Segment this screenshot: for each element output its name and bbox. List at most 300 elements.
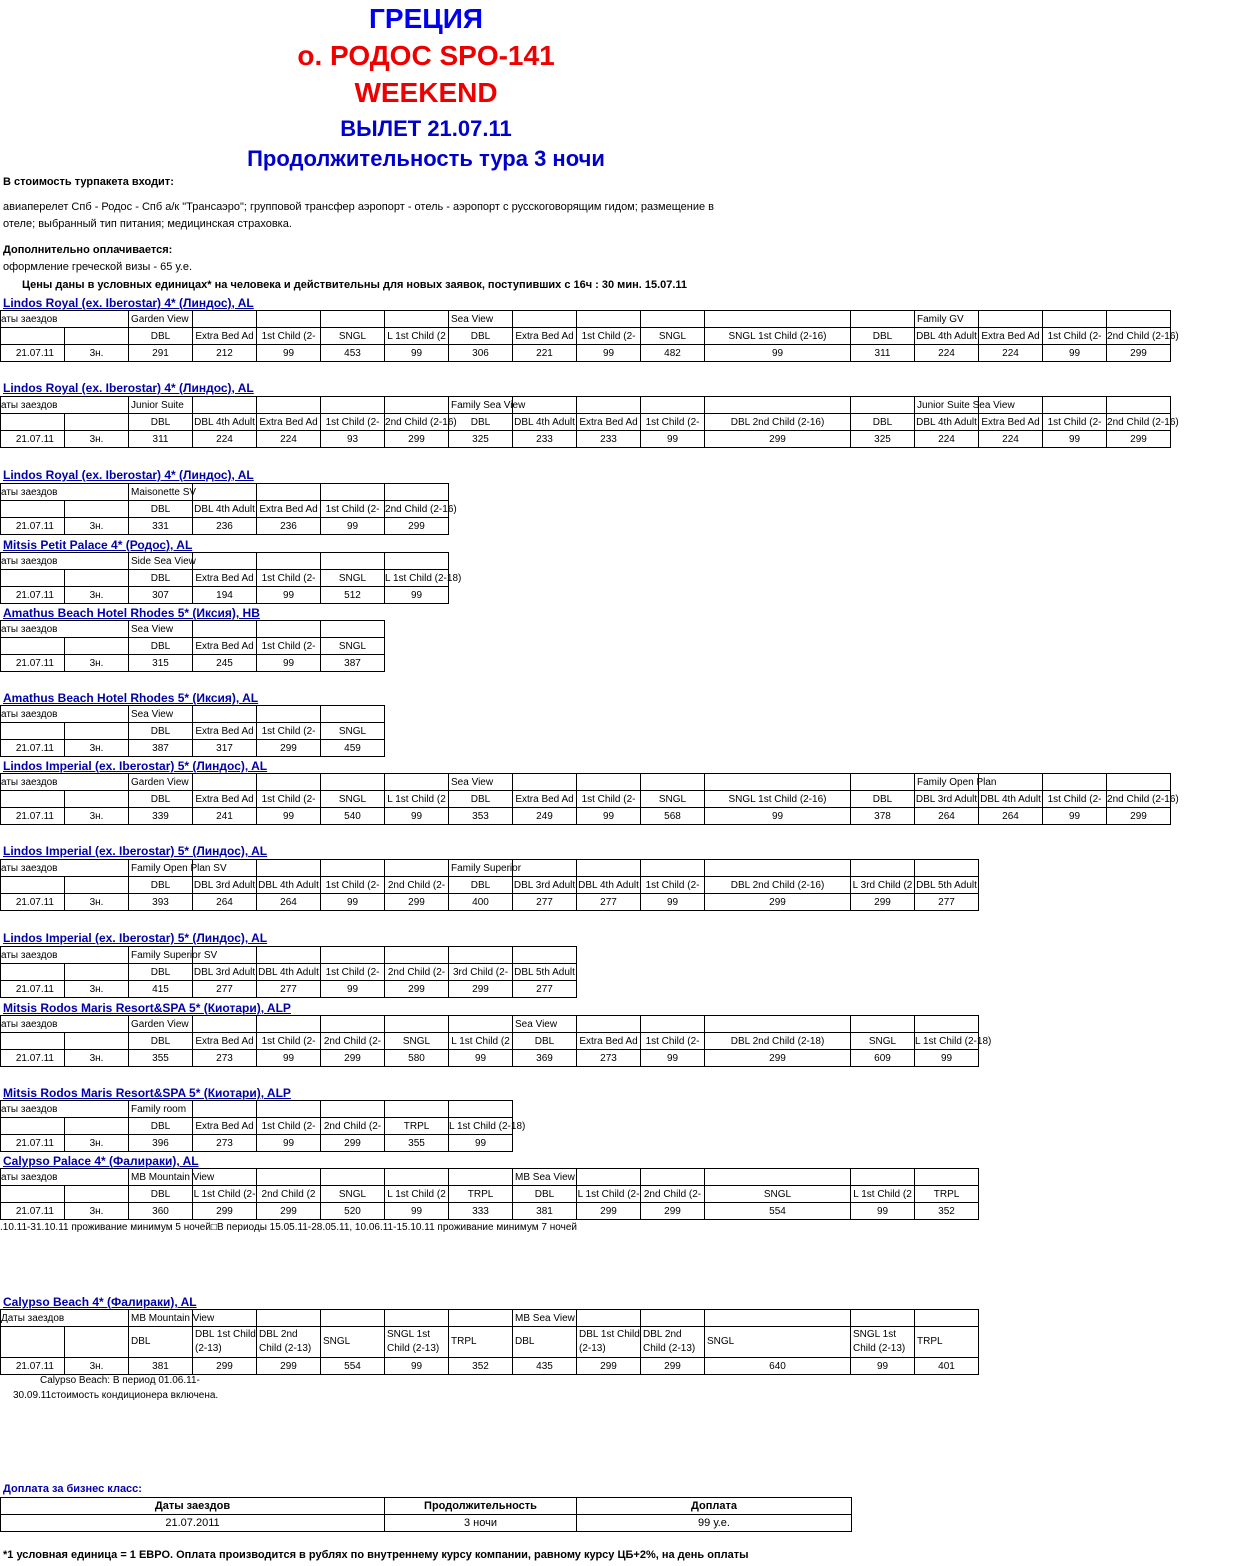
price-cell: 387: [321, 655, 385, 672]
type-header-empty: [65, 501, 129, 518]
room-type-header: TRPL: [915, 1186, 979, 1203]
room-type-header: 2nd Child (2-: [385, 964, 449, 981]
price-table: [0, 859, 979, 911]
room-type-header: DBL 4th Adult: [915, 414, 979, 431]
business-value-duration: 3 ночи: [385, 1515, 577, 1532]
room-category-empty: [321, 621, 385, 638]
room-type-header: DBL 2nd Child (2-13): [257, 1327, 321, 1358]
price-cell: 400: [449, 894, 513, 911]
price-cell: 554: [705, 1203, 851, 1220]
room-type-header: L 1st Child (2: [385, 1186, 449, 1203]
room-type-header: L 1st Child (2: [385, 791, 449, 808]
hotel-link[interactable]: Lindos Imperial (ex. Iberostar) 5* (Линдос), AL: [3, 931, 268, 945]
price-cell: 299: [385, 894, 449, 911]
room-type-header: DBL: [129, 570, 193, 587]
price-cell: 277: [513, 894, 577, 911]
price-cell: 99: [915, 1050, 979, 1067]
room-category-empty: [385, 1016, 449, 1033]
room-type-header: TRPL: [385, 1118, 449, 1135]
room-type-header: DBL: [449, 414, 513, 431]
room-type-header: DBL: [129, 791, 193, 808]
room-category-empty: [577, 774, 641, 791]
room-category: Family Open Plan: [915, 774, 979, 791]
hotel-link[interactable]: Lindos Imperial (ex. Iberostar) 5* (Линдос), AL: [3, 759, 268, 773]
room-category: Junior Suite Sea View: [915, 397, 979, 414]
dates-header: аты заездов: [1, 1169, 129, 1186]
room-category-empty: [257, 774, 321, 791]
business-header-duration: Продолжительность: [385, 1498, 577, 1515]
price-cell: 224: [979, 345, 1043, 362]
business-header-dates: Даты заездов: [1, 1498, 385, 1515]
room-type-header: DBL 2nd Child (2-13): [641, 1327, 705, 1358]
room-type-header: TRPL: [449, 1186, 513, 1203]
calypso-palace-note: .10.11-31.10.11 проживание минимум 5 ночей□В периоды 15.05.11-28.05.11, 10.06.11-15.10.11 проживание минимум 7 ночей: [0, 1222, 577, 1233]
room-category: MB Mountain View: [129, 1169, 193, 1186]
price-cell: 640: [705, 1358, 851, 1375]
price-cell: 352: [915, 1203, 979, 1220]
type-header-empty: [65, 877, 129, 894]
price-cell: 381: [513, 1203, 577, 1220]
type-header-empty: [65, 328, 129, 345]
room-category-empty: [705, 1016, 851, 1033]
room-category-empty: [1107, 311, 1171, 328]
room-type-header: SNGL: [641, 328, 705, 345]
price-cell: 99: [257, 345, 321, 362]
price-cell: 353: [449, 808, 513, 825]
type-header-empty: [65, 1186, 129, 1203]
price-cell: 264: [193, 894, 257, 911]
hotel-link[interactable]: Lindos Imperial (ex. Iberostar) 5* (Линдос), AL: [3, 844, 268, 858]
price-cell: 99: [385, 1358, 449, 1375]
room-type-header: SNGL 1st Child (2-13): [385, 1327, 449, 1358]
price-table: [0, 1168, 979, 1220]
room-type-header: DBL: [129, 414, 193, 431]
price-table: [0, 310, 1179, 362]
room-type-header: 1st Child (2-: [577, 791, 641, 808]
room-category: Garden View: [129, 311, 193, 328]
room-type-header: 1st Child (2-: [257, 1033, 321, 1050]
room-type-header: Extra Bed Ad: [193, 791, 257, 808]
room-category-empty: [193, 621, 257, 638]
price-cell: 299: [257, 1358, 321, 1375]
nights: 3н.: [65, 808, 129, 825]
room-type-header: DBL 4th Adult: [577, 877, 641, 894]
room-category: Garden View: [129, 774, 193, 791]
price-cell: 264: [915, 808, 979, 825]
price-cell: 299: [705, 894, 851, 911]
price-table: [0, 396, 1179, 448]
room-category: Sea View: [513, 1016, 577, 1033]
room-category-empty: [193, 397, 257, 414]
room-category-empty: [257, 553, 321, 570]
room-type-header: 2nd Child (2-16): [1107, 414, 1171, 431]
price-cell: 99: [449, 1135, 513, 1152]
room-type-header: 1st Child (2-: [321, 414, 385, 431]
room-type-header: Extra Bed Ad: [513, 791, 577, 808]
room-category-empty: [641, 1310, 705, 1327]
room-type-header: DBL: [129, 328, 193, 345]
type-header-empty: [1, 501, 65, 518]
price-cell: 291: [129, 345, 193, 362]
room-category: Family Open Plan SV: [129, 860, 193, 877]
price-cell: 306: [449, 345, 513, 362]
price-cell: 99: [641, 1050, 705, 1067]
price-cell: 233: [513, 431, 577, 448]
price-cell: 299: [1107, 345, 1171, 362]
hotel-link[interactable]: Mitsis Rodos Maris Resort&SPA 5* (Киотари), ALP: [3, 1086, 291, 1100]
arrival-date: 21.07.11: [1, 431, 65, 448]
room-type-header: SNGL: [851, 1033, 915, 1050]
room-type-header: DBL: [449, 877, 513, 894]
price-cell: 224: [979, 431, 1043, 448]
calypso-beach-note-2: 30.09.11стоимость кондиционера включена.: [13, 1390, 219, 1401]
room-type-header: DBL: [129, 877, 193, 894]
price-cell: 99: [385, 808, 449, 825]
room-type-header: L 1st Child (2: [851, 1186, 915, 1203]
type-header-empty: [65, 1118, 129, 1135]
nights: 3н.: [65, 1135, 129, 1152]
dates-header: аты заездов: [1, 1101, 129, 1118]
room-category-empty: [1043, 311, 1107, 328]
price-cell: 236: [193, 518, 257, 535]
room-category: Family GV: [915, 311, 979, 328]
arrival-date: 21.07.11: [1, 808, 65, 825]
price-cell: 609: [851, 1050, 915, 1067]
room-category-empty: [449, 947, 513, 964]
room-category-empty: [257, 860, 321, 877]
page-title-offer: WEEKEND: [354, 77, 498, 108]
tour-duration: Продолжительность тура 3 ночи: [247, 146, 605, 171]
price-cell: 264: [257, 894, 321, 911]
room-category-empty: [705, 1310, 851, 1327]
arrival-date: 21.07.11: [1, 740, 65, 757]
price-cell: 99: [257, 808, 321, 825]
price-cell: 355: [385, 1135, 449, 1152]
room-category-empty: [641, 774, 705, 791]
hotel-link[interactable]: Calypso Beach 4* (Фалираки), AL: [3, 1295, 197, 1309]
room-type-header: 1st Child (2-: [257, 570, 321, 587]
room-type-header: L 1st Child (2-18): [449, 1118, 513, 1135]
footer-note: *1 условная единица = 1 ЕВРО. Оплата производится в рублях по внутреннему курсу компании, равному курсу ЦБ+2%, на день оплаты: [3, 1549, 749, 1561]
type-header-empty: [1, 414, 65, 431]
price-cell: 99: [257, 1135, 321, 1152]
hotel-link[interactable]: Calypso Palace 4* (Фалираки), AL: [3, 1154, 199, 1168]
room-category-empty: [257, 706, 321, 723]
room-type-header: SNGL: [321, 570, 385, 587]
hotel-link[interactable]: Lindos Royal (ex. Iberostar) 4* (Линдос), AL: [3, 381, 254, 395]
hotel-link[interactable]: Amathus Beach Hotel Rhodes 5* (Иксия), HB: [3, 606, 260, 620]
room-type-header: Extra Bed Ad: [193, 328, 257, 345]
room-type-header: Extra Bed Ad: [193, 1033, 257, 1050]
hotel-link[interactable]: Lindos Royal (ex. Iberostar) 4* (Линдос), AL: [3, 468, 254, 482]
room-type-header: SNGL 1st Child (2-16): [705, 328, 851, 345]
room-type-header: DBL: [513, 1033, 577, 1050]
room-category-empty: [257, 947, 321, 964]
price-cell: 99: [1043, 431, 1107, 448]
room-category-empty: [705, 860, 851, 877]
type-header-empty: [1, 877, 65, 894]
room-type-header: 2nd Child (2-: [641, 1186, 705, 1203]
calypso-beach-note-1: Calypso Beach: В период 01.06.11-: [40, 1375, 200, 1386]
room-type-header: DBL 3rd Adult: [193, 877, 257, 894]
room-type-header: SNGL: [641, 791, 705, 808]
room-type-header: DBL 4th Adult: [193, 414, 257, 431]
room-category-empty: [193, 311, 257, 328]
room-category-empty: [851, 774, 915, 791]
room-type-header: DBL 3rd Adult: [193, 964, 257, 981]
room-type-header: 3rd Child (2-: [449, 964, 513, 981]
price-cell: 311: [129, 431, 193, 448]
arrival-date: 21.07.11: [1, 1358, 65, 1375]
room-category-empty: [915, 1169, 979, 1186]
hotel-link[interactable]: Mitsis Rodos Maris Resort&SPA 5* (Киотари), ALP: [3, 1001, 291, 1015]
room-type-header: 1st Child (2-: [257, 723, 321, 740]
type-header-empty: [65, 723, 129, 740]
price-cell: 99: [1043, 808, 1107, 825]
price-cell: 299: [385, 518, 449, 535]
price-cell: 224: [915, 345, 979, 362]
nights: 3н.: [65, 1203, 129, 1220]
price-cell: 236: [257, 518, 321, 535]
price-table: [0, 1100, 526, 1152]
price-cell: 99: [1043, 345, 1107, 362]
room-category-empty: [321, 553, 385, 570]
room-type-header: DBL 5th Adult: [915, 877, 979, 894]
room-category-empty: [915, 860, 979, 877]
price-cell: 401: [915, 1358, 979, 1375]
room-category-empty: [193, 706, 257, 723]
price-cell: 352: [449, 1358, 513, 1375]
includes-line-2: отеле; выбранный тип питания; медицинская страховка.: [3, 218, 292, 230]
room-type-header: Extra Bed Ad: [979, 328, 1043, 345]
type-header-empty: [65, 1327, 129, 1358]
nights: 3н.: [65, 655, 129, 672]
room-type-header: L 1st Child (2-: [577, 1186, 641, 1203]
arrival-date: 21.07.11: [1, 1203, 65, 1220]
room-category-empty: [851, 1016, 915, 1033]
hotel-link[interactable]: Mitsis Petit Palace 4* (Родос), AL: [3, 538, 193, 552]
room-category-empty: [321, 706, 385, 723]
page-title-country: ГРЕЦИЯ: [369, 3, 483, 34]
price-cell: 299: [851, 894, 915, 911]
type-header-empty: [1, 791, 65, 808]
room-type-header: 1st Child (2-: [257, 791, 321, 808]
room-category-empty: [193, 553, 257, 570]
price-cell: 568: [641, 808, 705, 825]
price-cell: 299: [705, 431, 851, 448]
dates-header: аты заездов: [1, 774, 129, 791]
price-cell: 245: [193, 655, 257, 672]
room-category: Family Superior SV: [129, 947, 193, 964]
room-category-empty: [1107, 774, 1171, 791]
type-header-empty: [65, 1033, 129, 1050]
room-category-empty: [915, 1016, 979, 1033]
room-category-empty: [193, 774, 257, 791]
price-table: [0, 1015, 992, 1067]
room-type-header: 2nd Child (2-16): [1107, 328, 1171, 345]
room-type-header: SNGL: [321, 791, 385, 808]
business-header-surcharge: Доплата: [577, 1498, 852, 1515]
room-type-header: DBL: [513, 1186, 577, 1203]
price-cell: 99: [321, 518, 385, 535]
room-type-header: SNGL: [321, 1327, 385, 1358]
room-type-header: SNGL 1st Child (2-13): [851, 1327, 915, 1358]
dates-header: аты заездов: [1, 860, 129, 877]
departure-date: ВЫЛЕТ 21.07.11: [340, 116, 512, 141]
price-cell: 93: [321, 431, 385, 448]
price-cell: 315: [129, 655, 193, 672]
price-cell: 221: [513, 345, 577, 362]
room-type-header: 1st Child (2-: [641, 1033, 705, 1050]
price-cell: 273: [193, 1135, 257, 1152]
room-type-header: L 1st Child (2-: [193, 1186, 257, 1203]
price-cell: 317: [193, 740, 257, 757]
room-type-header: DBL 2nd Child (2-16): [705, 877, 851, 894]
room-type-header: DBL: [129, 723, 193, 740]
price-cell: 459: [321, 740, 385, 757]
room-category-empty: [577, 1310, 641, 1327]
dates-header: аты заездов: [1, 311, 129, 328]
business-value-surcharge: 99 у.е.: [577, 1515, 852, 1532]
price-cell: 311: [851, 345, 915, 362]
room-category-empty: [321, 1169, 385, 1186]
price-cell: 339: [129, 808, 193, 825]
includes-title: В стоимость турпакета входит:: [3, 176, 174, 188]
price-table: [0, 620, 385, 672]
room-category-empty: [577, 1169, 641, 1186]
room-category: MB Mountain View: [129, 1310, 193, 1327]
room-category-empty: [979, 311, 1043, 328]
price-cell: 99: [641, 431, 705, 448]
room-type-header: 1st Child (2-: [641, 877, 705, 894]
price-cell: 277: [577, 894, 641, 911]
room-type-header: L 1st Child (2: [385, 328, 449, 345]
price-cell: 99: [385, 587, 449, 604]
room-type-header: DBL 1st Child (2-13): [577, 1327, 641, 1358]
arrival-date: 21.07.11: [1, 894, 65, 911]
extra-title: Дополнительно оплачивается:: [3, 244, 173, 256]
room-type-header: 1st Child (2-: [321, 964, 385, 981]
room-category: Sea View: [449, 311, 513, 328]
room-type-header: Extra Bed Ad: [979, 414, 1043, 431]
room-category: Garden View: [129, 1016, 193, 1033]
nights: 3н.: [65, 894, 129, 911]
price-cell: 415: [129, 981, 193, 998]
room-type-header: DBL 4th Adult: [513, 414, 577, 431]
room-category-empty: [321, 1310, 385, 1327]
room-category-empty: [577, 397, 641, 414]
room-type-header: L 3rd Child (2: [851, 877, 915, 894]
price-cell: 299: [385, 981, 449, 998]
room-type-header: 1st Child (2-: [641, 414, 705, 431]
room-type-header: L 1st Child (2-18): [385, 570, 449, 587]
price-cell: 299: [641, 1203, 705, 1220]
price-cell: 224: [915, 431, 979, 448]
room-type-header: SNGL: [321, 1186, 385, 1203]
hotel-link[interactable]: Lindos Royal (ex. Iberostar) 4* (Линдос), AL: [3, 296, 254, 310]
room-type-header: 1st Child (2-: [577, 328, 641, 345]
room-type-header: SNGL 1st Child (2-16): [705, 791, 851, 808]
room-category: MB Sea View: [513, 1169, 577, 1186]
room-type-header: DBL 1st Child (2-13): [193, 1327, 257, 1358]
room-category-empty: [513, 860, 577, 877]
room-type-header: 1st Child (2-: [321, 877, 385, 894]
room-category-empty: [705, 774, 851, 791]
type-header-empty: [65, 791, 129, 808]
business-value-dates: 21.07.2011: [1, 1515, 385, 1532]
price-cell: 554: [321, 1358, 385, 1375]
room-type-header: SNGL: [705, 1186, 851, 1203]
price-cell: 99: [705, 345, 851, 362]
room-category-empty: [193, 484, 257, 501]
type-header-empty: [65, 638, 129, 655]
room-type-header: Extra Bed Ad: [193, 723, 257, 740]
type-header-empty: [1, 1033, 65, 1050]
price-cell: 325: [851, 431, 915, 448]
price-cell: 249: [513, 808, 577, 825]
room-type-header: DBL: [129, 638, 193, 655]
price-cell: 369: [513, 1050, 577, 1067]
price-cell: 194: [193, 587, 257, 604]
price-cell: 273: [577, 1050, 641, 1067]
room-category-empty: [851, 397, 915, 414]
room-category-empty: [321, 947, 385, 964]
price-cell: 299: [257, 740, 321, 757]
room-type-header: Extra Bed Ad: [577, 414, 641, 431]
type-header-empty: [1, 638, 65, 655]
page-title-island: о. РОДОС SPO-141: [297, 40, 555, 71]
price-cell: 381: [129, 1358, 193, 1375]
room-type-header: DBL 5th Adult: [513, 964, 577, 981]
price-cell: 299: [193, 1358, 257, 1375]
price-cell: 277: [513, 981, 577, 998]
nights: 3н.: [65, 518, 129, 535]
price-cell: 435: [513, 1358, 577, 1375]
room-category: Sea View: [449, 774, 513, 791]
room-category-empty: [577, 860, 641, 877]
room-type-header: 2nd Child (2-: [321, 1033, 385, 1050]
price-cell: 387: [129, 740, 193, 757]
room-type-header: SNGL: [385, 1033, 449, 1050]
room-type-header: DBL 3rd Adult: [513, 877, 577, 894]
price-cell: 99: [577, 808, 641, 825]
room-type-header: DBL: [129, 501, 193, 518]
type-header-empty: [1, 964, 65, 981]
price-cell: 99: [641, 894, 705, 911]
price-table: [0, 773, 1179, 825]
room-category-empty: [513, 311, 577, 328]
room-category-empty: [1043, 774, 1107, 791]
room-category-empty: [641, 860, 705, 877]
type-header-empty: [1, 1327, 65, 1358]
room-type-header: 1st Child (2-: [257, 1118, 321, 1135]
room-category-empty: [851, 311, 915, 328]
price-cell: 99: [851, 1203, 915, 1220]
room-category-empty: [193, 1101, 257, 1118]
dates-header: аты заездов: [1, 947, 129, 964]
room-category-empty: [705, 1169, 851, 1186]
room-type-header: 1st Child (2-: [321, 501, 385, 518]
room-type-header: DBL: [851, 414, 915, 431]
hotel-link[interactable]: Amathus Beach Hotel Rhodes 5* (Иксия), AL: [3, 691, 259, 705]
room-category: Side Sea View: [129, 553, 193, 570]
room-type-header: Extra Bed Ad: [577, 1033, 641, 1050]
room-type-header: DBL 2nd Child (2-16): [705, 414, 851, 431]
price-cell: 299: [449, 981, 513, 998]
type-header-empty: [1, 1186, 65, 1203]
room-category-empty: [851, 860, 915, 877]
price-cell: 333: [449, 1203, 513, 1220]
